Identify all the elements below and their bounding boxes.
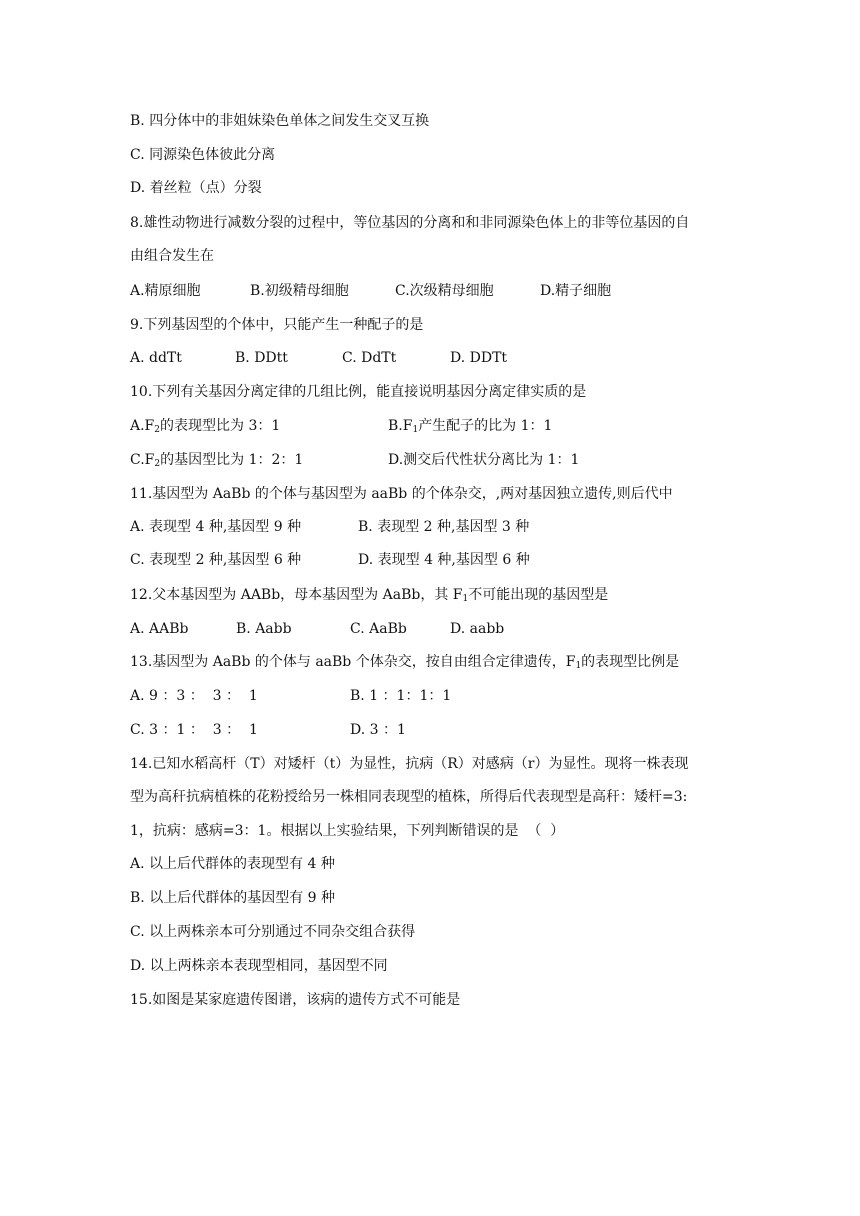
q7-option-b: B. 四分体中的非姐妹染色单体之间发生交叉互换	[130, 113, 430, 129]
q10-option-d: D.测交后代性状分离比为 1：1	[388, 452, 580, 468]
q11-option-b: B. 表现型 2 种,基因型 3 种	[358, 519, 530, 535]
q14-option-d: D. 以上两株亲本表现型相同，基因型不同	[130, 958, 388, 974]
q9-stem: 9.下列基因型的个体中，只能产生一种配子的是	[130, 317, 424, 333]
q13-stem: 13.基因型为 AaBb 的个体与 aaBb 个体杂交，按自由组合定律遗传，$F_1$的表现型比例是	[130, 654, 680, 671]
q10-option-c: $C.F_2$的基因型比为 1：2：1	[130, 452, 304, 469]
q11-option-d: D. 表现型 4 种,基因型 6 种	[358, 552, 530, 568]
q11-option-c: C. 表现型 2 种,基因型 6 种	[130, 552, 302, 568]
q9-option-d: D. DDTt	[450, 350, 508, 366]
q7-option-c: C. 同源染色体彼此分离	[130, 147, 276, 163]
q11-stem: 11.基因型为 AaBb 的个体与基因型为 aaBb 的个体杂交，,两对基因独立遗传,则后代中	[130, 486, 673, 502]
q11-option-a: A. 表现型 4 种,基因型 9 种	[130, 519, 302, 535]
q8-stem-line2: 由组合发生在	[130, 248, 214, 264]
q13-option-d: D. 3 ：1	[350, 722, 406, 738]
q12-stem: 12.父本基因型为 AABb，母本基因型为 AaBb，其 $F_1$不可能出现的基因型是	[130, 587, 609, 604]
q14-stem-line1: 14.已知水稻高杆（T）对矮杆（t）为显性，抗病（R）对感病（r）为显性。现将一株表现	[130, 756, 689, 772]
q14-option-c: C. 以上两株亲本可分别通过不同杂交组合获得	[130, 924, 416, 940]
q14-stem-line2: 型为高秆抗病植株的花粉授给另一株相同表现型的植株，所得后代表现型是高秆：矮杆=3:	[130, 789, 688, 805]
q8-option-c: C.次级精母细胞	[395, 283, 494, 299]
q13-option-a: A. 9 ：3 ： 3 ： 1	[130, 688, 258, 704]
q7-option-d: D. 着丝粒（点）分裂	[130, 180, 262, 196]
q10-option-b: $B.F_1$产生配子的比为 1：1	[388, 418, 553, 435]
q15-stem: 15.如图是某家庭遗传图谱，该病的遗传方式不可能是	[130, 992, 461, 1008]
q8-option-b: B.初级精母细胞	[250, 283, 349, 299]
q14-option-a: A. 以上后代群体的表现型有 4 种	[130, 856, 335, 872]
q12-option-a: A. AABb	[130, 621, 189, 637]
q14-option-b: B. 以上后代群体的基因型有 9 种	[130, 890, 335, 906]
q10-stem: 10.下列有关基因分离定律的几组比例，能直接说明基因分离定律实质的是	[130, 384, 587, 400]
q12-option-c: C. AaBb	[350, 621, 407, 637]
q12-option-b: B. Aabb	[236, 621, 292, 637]
q9-option-c: C. DdTt	[342, 350, 397, 366]
q8-option-d: D.精子细胞	[540, 283, 612, 299]
q9-option-b: B. DDtt	[235, 350, 288, 366]
q13-option-c: C. 3 ：1 ： 3 ： 1	[130, 722, 258, 738]
q13-option-b: B. 1 ：1：1：1	[350, 688, 452, 704]
q12-option-d: D. aabb	[450, 621, 505, 637]
q9-option-a: A. ddTt	[130, 350, 182, 366]
q8-option-a: A.精原细胞	[130, 283, 201, 299]
q8-stem-line1: 8.雄性动物进行减数分裂的过程中，等位基因的分离和和非同源染色体上的非等位基因的自	[130, 215, 690, 231]
q10-option-a: $A.F_2$的表现型比为 3：1	[130, 418, 281, 435]
q14-stem-line3: 1，抗病：感病=3：1。根据以上实验结果，下列判断错误的是 （ ）	[130, 823, 565, 839]
